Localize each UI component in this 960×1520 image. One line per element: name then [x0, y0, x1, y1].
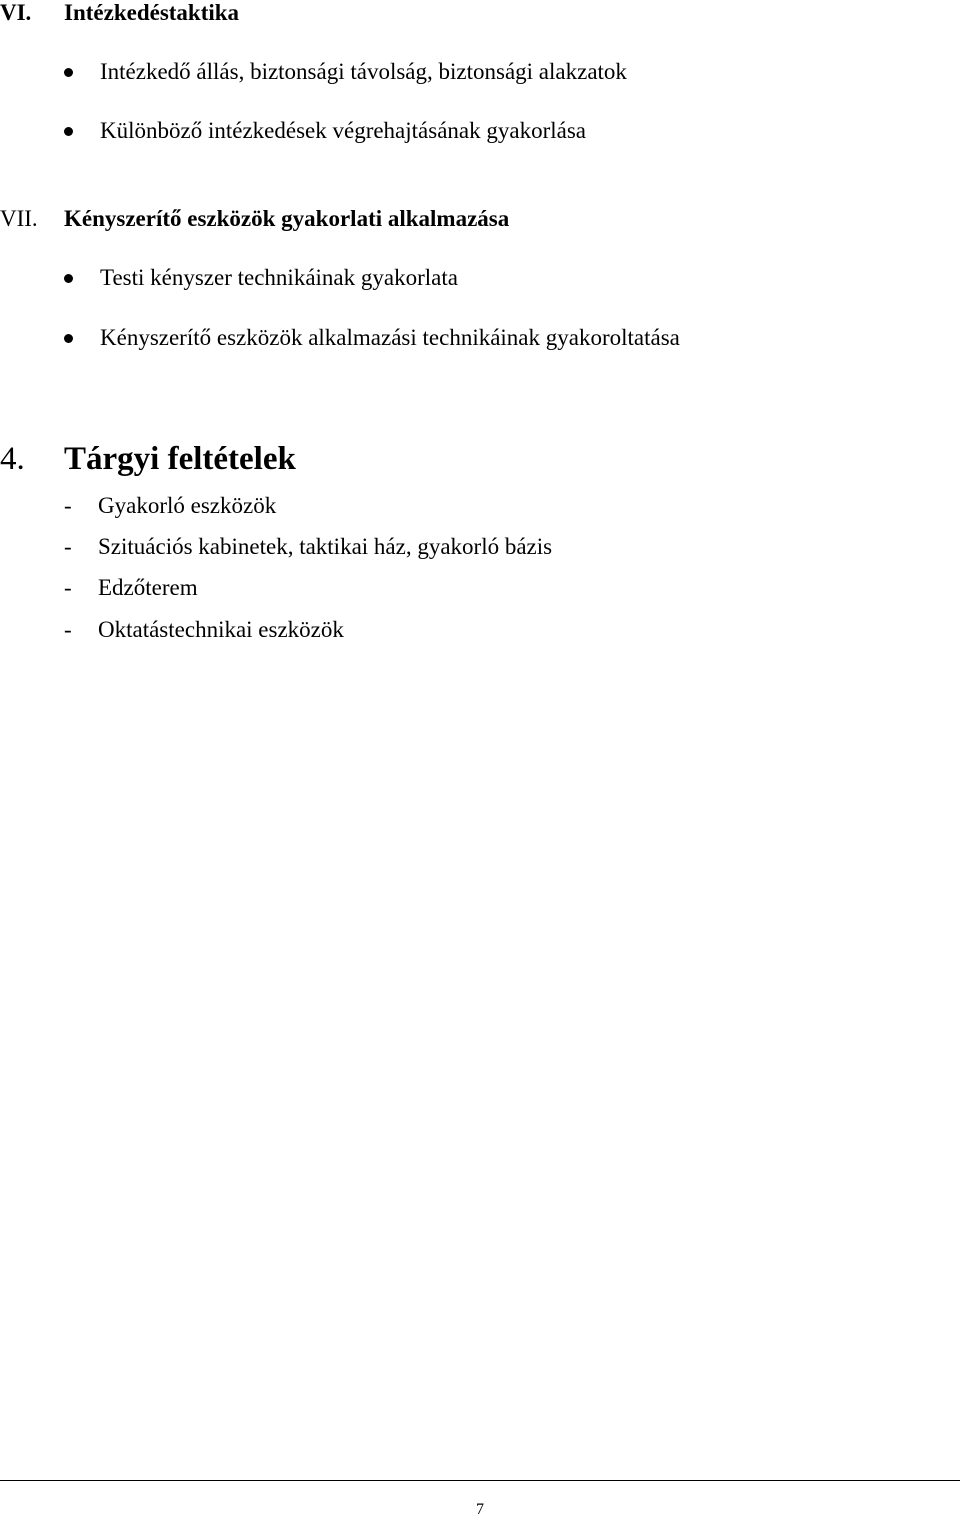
- section-vii-item-1: Testi kényszer technikáinak gyakorlata: [100, 265, 458, 290]
- conditions-item-2: Szituációs kabinetek, taktikai ház, gyakorló bázis: [98, 534, 553, 559]
- conditions-item-4: Oktatástechnikai eszközök: [98, 617, 344, 642]
- section-vi-item-1: Intézkedő állás, biztonsági távolság, biztonsági alakzatok: [100, 59, 627, 84]
- conditions-heading-title: Tárgyi feltételek: [64, 441, 296, 477]
- conditions-item-3: Edzőterem: [98, 575, 198, 600]
- page-number: 7: [476, 1501, 484, 1518]
- dash-marker: -: [64, 493, 72, 518]
- dash-marker: -: [64, 617, 72, 642]
- footer-divider: [0, 1480, 960, 1481]
- conditions-item-1: Gyakorló eszközök: [98, 493, 277, 518]
- bullet-icon: [64, 274, 73, 283]
- section-vii-item-2: Kényszerítő eszközök alkalmazási technikáinak gyakoroltatása: [100, 325, 680, 350]
- dash-marker: -: [64, 575, 72, 600]
- section-vi-title: Intézkedéstaktika: [64, 0, 240, 25]
- section-vii-title: Kényszerítő eszközök gyakorlati alkalmazása: [64, 206, 510, 231]
- section-vi-number: VI.: [0, 0, 32, 25]
- section-vii-number: VII.: [0, 206, 38, 231]
- conditions-heading-number: 4.: [0, 441, 25, 477]
- bullet-icon: [64, 127, 73, 136]
- bullet-icon: [64, 68, 73, 77]
- bullet-icon: [64, 334, 73, 343]
- dash-marker: -: [64, 534, 72, 559]
- section-vi-item-2: Különböző intézkedések végrehajtásának gyakorlása: [100, 118, 586, 143]
